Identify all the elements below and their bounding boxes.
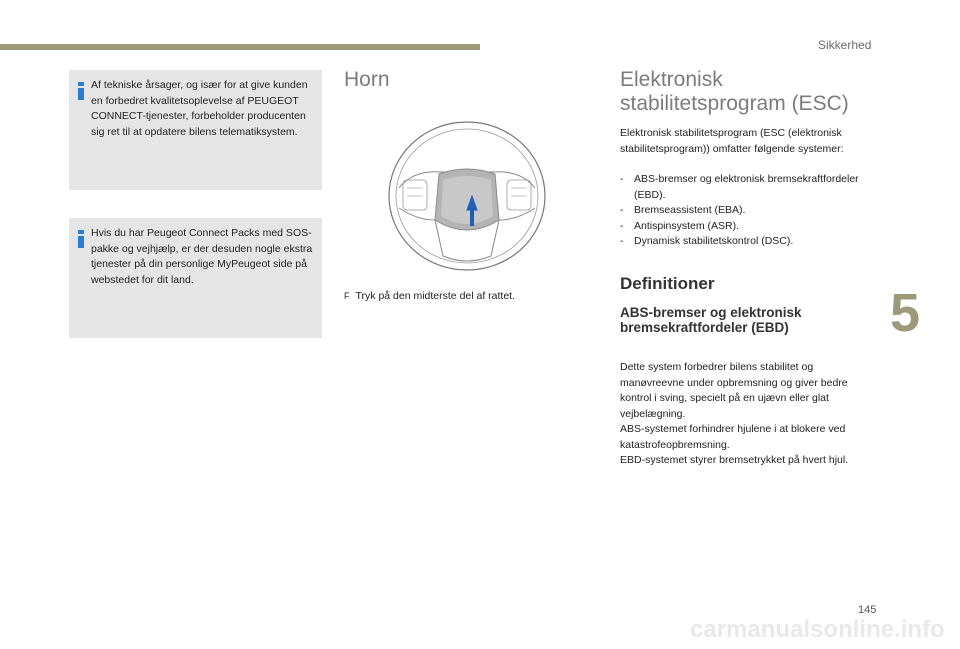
header-accent-bar <box>0 44 480 50</box>
list-item-text: Antispinsystem (ASR). <box>634 219 740 232</box>
definitions-title: Definitioner <box>620 274 715 293</box>
info-box-text: Af tekniske årsager, og især for at give kunden en forbedret kvalitetsoplevelse af PEUGEOT CONNECT-tjenester, forbeholder producenten sig ret til at opdatere bilens telematiksystem. <box>91 79 308 138</box>
info-box-telematics <box>69 70 322 190</box>
list-item <box>620 219 880 235</box>
esc-title-line1: Elektronisk <box>620 68 723 91</box>
horn-title: Horn <box>344 68 390 91</box>
list-dash: - <box>620 173 624 185</box>
list-dash: - <box>620 235 624 247</box>
section-label: Sikkerhed <box>818 38 872 52</box>
info-box-connect-packs <box>69 218 322 338</box>
abs-ebd-title <box>620 305 870 335</box>
list-item-text: Bremseassistent (EBA). <box>634 204 746 216</box>
list-item <box>620 172 880 203</box>
paragraph: EBD-systemet styrer bremsetrykket på hvert hjul. <box>620 454 849 466</box>
list-item-text: ABS-bremser og elektronisk bremsekraftfordeler (EBD). <box>634 173 859 201</box>
esc-intro: Elektronisk stabilitetsprogram (ESC (elektronisk stabilitetsprogram)) omfatter følgende systemer: <box>620 127 844 155</box>
horn-instruction-text: Tryk på den midterste del af rattet. <box>355 290 516 302</box>
info-icon <box>75 230 87 248</box>
abs-title-line1: ABS-bremser og elektronisk <box>620 305 802 320</box>
esc-title-line2: stabilitetsprogram (ESC) <box>620 92 849 115</box>
chapter-number: 5 <box>890 283 921 343</box>
list-item <box>620 203 880 219</box>
page-number: 145 <box>858 604 877 616</box>
abs-title-line2: bremsekraftfordeler (EBD) <box>620 320 789 335</box>
esc-title <box>620 68 920 116</box>
info-box-text: Hvis du har Peugeot Connect Packs med SOS-pakke og vejhjælp, er der desuden nogle ekstra tjenester på din personlige MyPeugeot side på webstedet for dit land. <box>91 227 313 286</box>
paragraph: ABS-systemet forhindrer hjulene i at blokere ved katastrofeopbremsning. <box>620 423 846 451</box>
list-item-text: Dynamisk stabilitetskontrol (DSC). <box>634 235 794 247</box>
info-icon <box>75 82 87 100</box>
list-item <box>620 234 880 250</box>
step-marker: F <box>344 291 350 301</box>
horn-instruction <box>344 290 515 302</box>
list-dash: - <box>620 204 624 216</box>
steering-wheel-illustration <box>383 116 551 276</box>
paragraph: Dette system forbedrer bilens stabilitet og manøvreevne under opbremsning og giver bedre kontrol i sving, specielt på en ujævn eller glat vejbelægning. <box>620 361 848 420</box>
list-dash: - <box>620 219 624 232</box>
esc-system-list <box>620 172 880 250</box>
watermark: carmanualsonline.info <box>690 616 945 643</box>
abs-ebd-body <box>620 360 875 469</box>
